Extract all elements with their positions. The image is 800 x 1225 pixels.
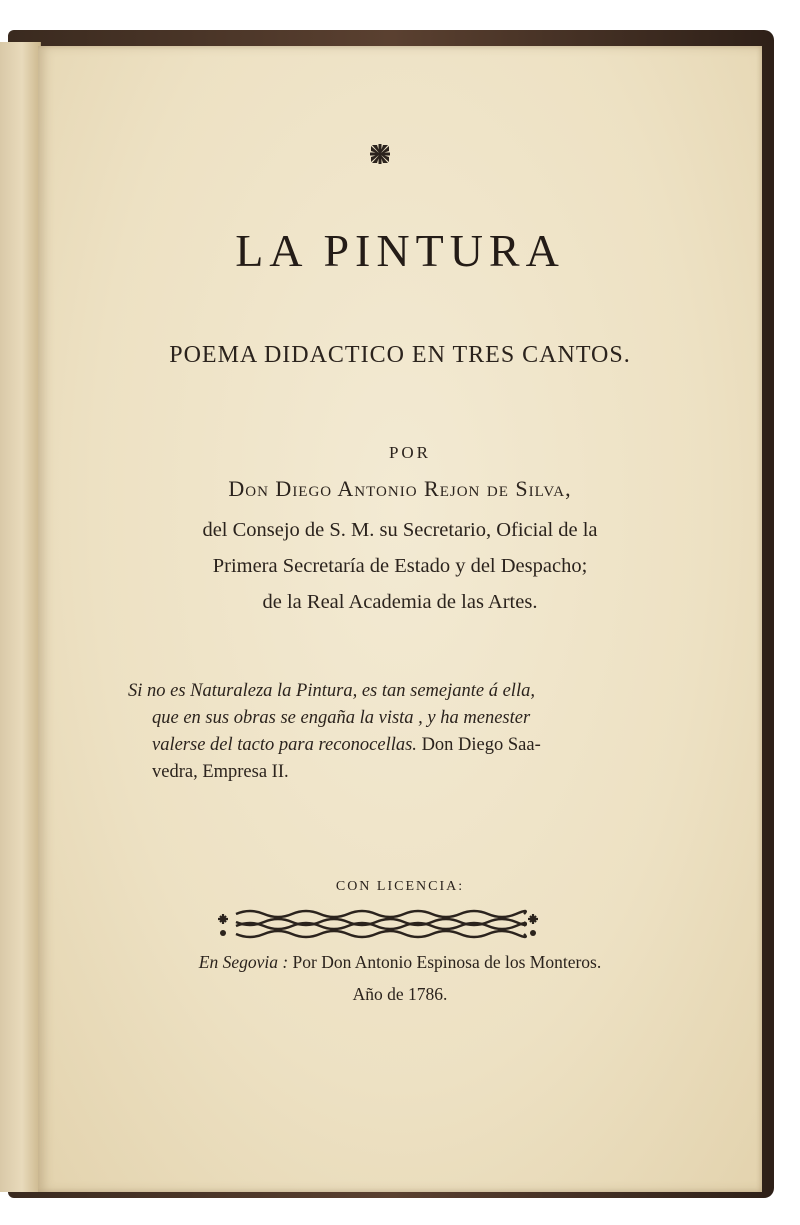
book-subtitle: POEMA DIDACTICO EN TRES CANTOS. <box>169 342 631 368</box>
epigraph-line <box>128 732 648 759</box>
author-offices <box>38 512 762 620</box>
imprint-year: Año de 1786. <box>352 984 448 1004</box>
epigraph <box>128 678 648 786</box>
title-page <box>38 46 762 1192</box>
office-line: del Consejo de S. M. su Secretario, Oficial de la <box>202 519 598 541</box>
cross-pattee-icon <box>368 142 392 166</box>
imprint-line <box>38 946 762 978</box>
epigraph-line: Si no es Naturaleza la Pintura, es tan semejante á ella, <box>128 681 535 701</box>
ornamental-border-icon <box>214 906 544 940</box>
epigraph-line: que en sus obras se engaña la vista , y ha menester <box>152 708 531 728</box>
epigraph-attribution: Don Diego Saa- <box>416 735 541 755</box>
office-line: de la Real Academia de las Artes. <box>262 591 538 613</box>
epigraph-line: vedra, Empresa II. <box>152 762 289 782</box>
imprint <box>38 946 762 1010</box>
epigraph-italic: valerse del tacto para reconocellas. <box>152 735 417 755</box>
author-name: Don Diego Antonio Rejon de Silva, <box>228 476 572 501</box>
by-line: POR <box>388 443 432 462</box>
left-page-edge <box>0 42 41 1192</box>
licence-notice: CON LICENCIA: <box>335 879 465 894</box>
imprint-printer: Por Don Antonio Espinosa de los Monteros. <box>288 952 602 972</box>
imprint-place: En Segovia : <box>198 952 289 972</box>
office-line: Primera Secretaría de Estado y del Despacho; <box>212 555 588 577</box>
book-title: LA PINTURA <box>235 225 565 276</box>
